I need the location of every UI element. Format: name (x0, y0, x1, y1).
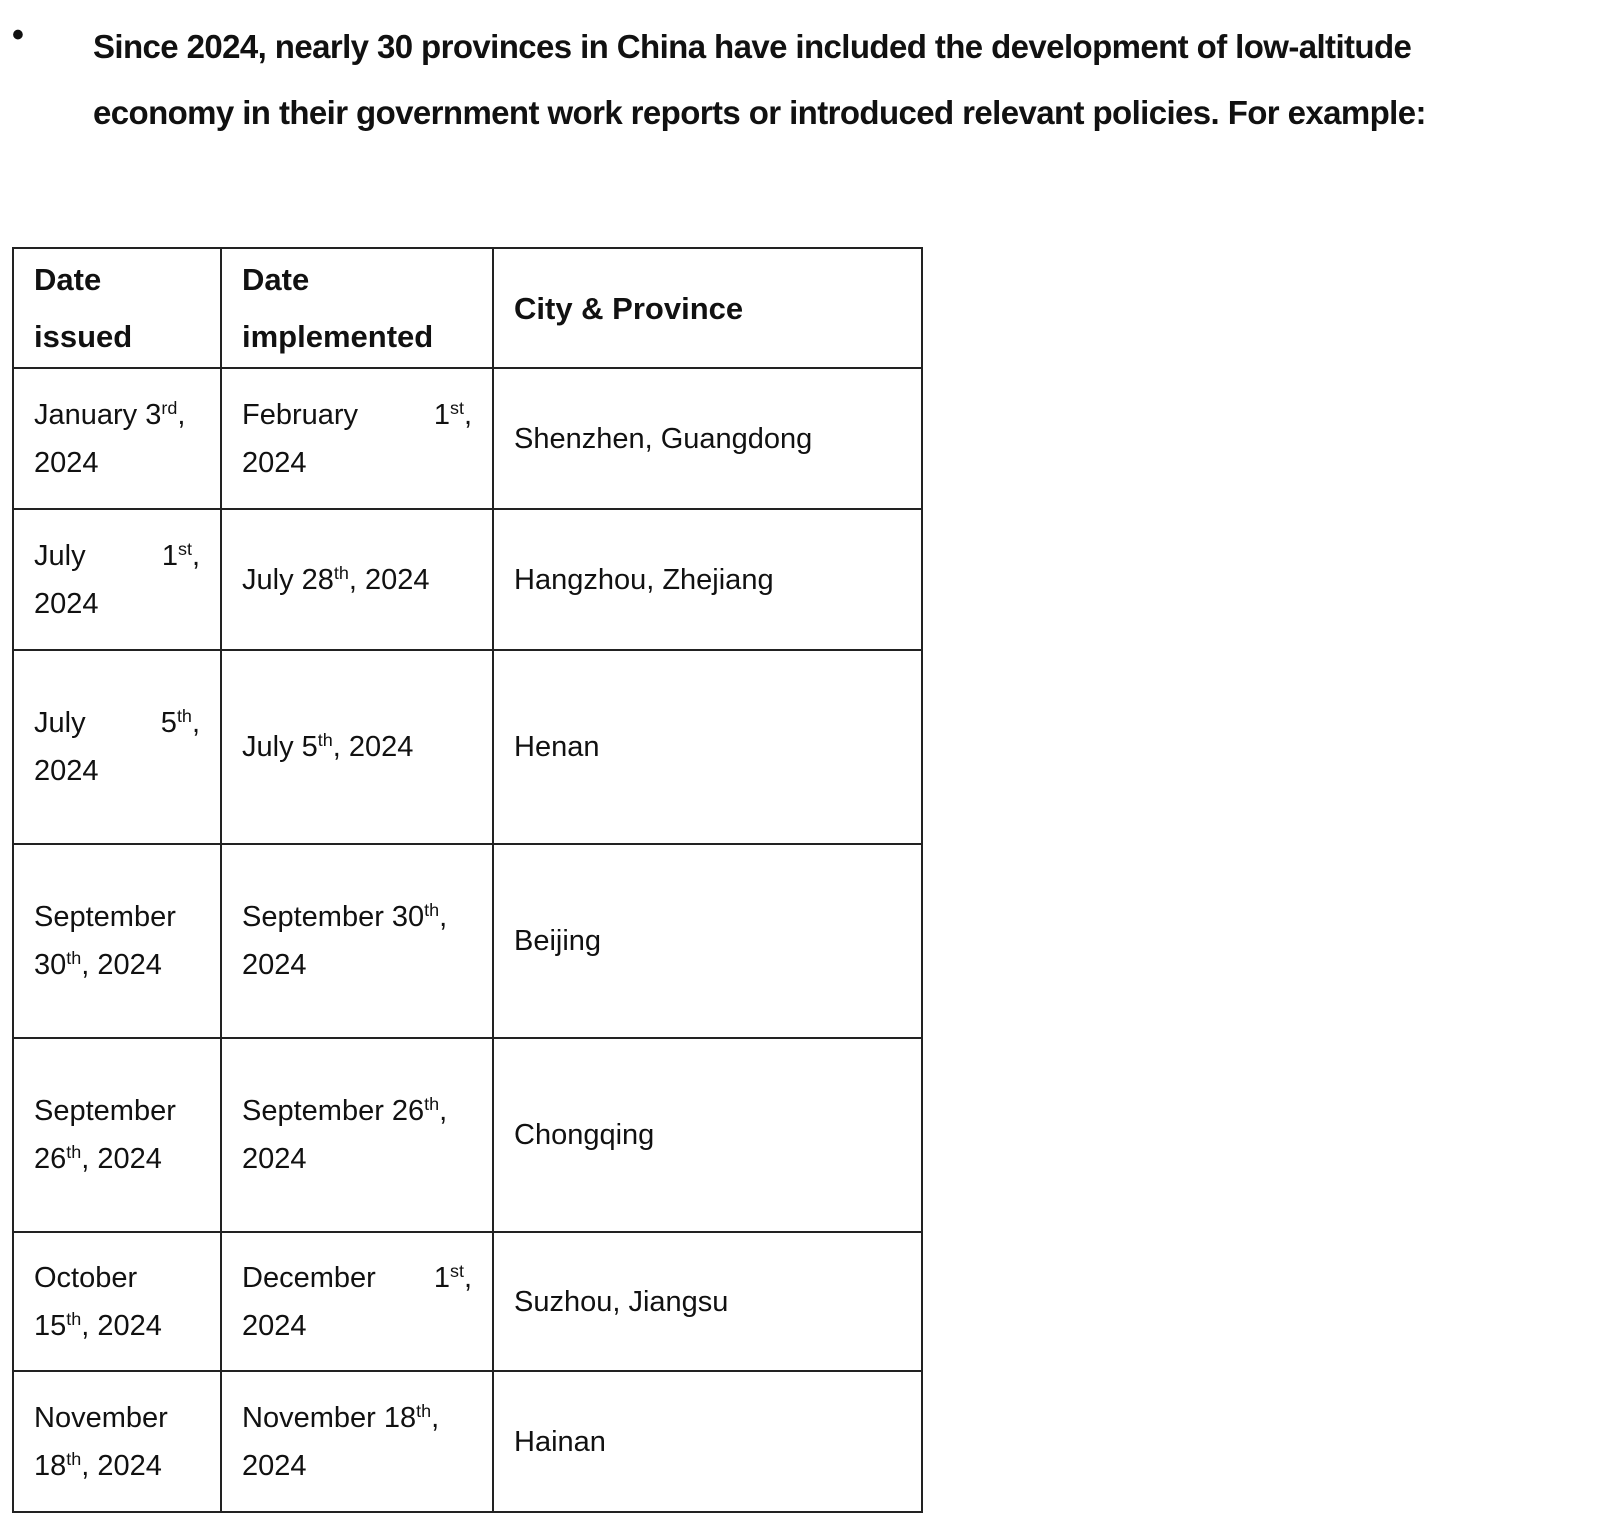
date-punct: , (191, 707, 200, 739)
cell-date-implemented (221, 1232, 493, 1371)
date-punct: , 2024 (332, 731, 414, 763)
intro-line-1: Since 2024, nearly 30 provinces in China have included the development of low-altitude (93, 28, 1412, 65)
date-line-1: November (34, 1401, 168, 1434)
cell-date-issued (13, 1371, 221, 1512)
month-text: July (34, 707, 86, 739)
date-line-2 (34, 1442, 200, 1490)
table-row (13, 650, 922, 844)
date-line-1: September (34, 901, 176, 933)
date-text: September 26 (242, 1095, 425, 1127)
ordinal-suffix: rd (161, 397, 178, 418)
month-text: December (242, 1261, 376, 1294)
date-line-2 (34, 941, 200, 989)
date-year: 2024 (242, 1449, 307, 1482)
cell-date-implemented (221, 650, 493, 844)
ordinal-suffix: th (176, 706, 192, 727)
table-row (13, 1232, 922, 1371)
day-group (161, 699, 200, 747)
table-row (13, 368, 922, 509)
ordinal-suffix: th (333, 562, 349, 583)
header-date-issued (13, 248, 221, 368)
day-number: 30 (34, 949, 67, 981)
date-line-1 (242, 723, 472, 771)
date-text: July 28 (242, 563, 334, 596)
day-group (162, 532, 200, 580)
cell-date-issued (13, 509, 221, 650)
date-year-tail: , 2024 (81, 1143, 162, 1175)
date-text: September 30 (242, 901, 425, 933)
date-line-1 (242, 1254, 472, 1302)
cell-date-issued (13, 1038, 221, 1232)
date-text: July 5 (242, 731, 318, 763)
ordinal-suffix: st (449, 397, 464, 418)
date-line-2 (34, 1302, 200, 1350)
date-line-1 (242, 391, 472, 439)
cell-date-issued (13, 650, 221, 844)
month-text: July (34, 539, 86, 572)
date-year: 2024 (34, 446, 99, 479)
day-number: 1 (433, 1261, 450, 1294)
table-row (13, 844, 922, 1038)
table-header-row (13, 248, 922, 368)
cell-city-province: Hainan (493, 1371, 922, 1512)
date-line-1 (242, 556, 472, 604)
day-number: 15 (34, 1309, 67, 1342)
cell-city-province: Shenzhen, Guangdong (493, 368, 922, 509)
date-year: 2024 (242, 446, 307, 479)
cell-city-province: Henan (493, 650, 922, 844)
date-year: 2024 (34, 755, 99, 787)
date-punct: , (439, 1095, 448, 1127)
cell-city-province: Beijing (493, 844, 922, 1038)
month-text: January (34, 398, 138, 431)
ordinal-suffix: th (66, 948, 82, 969)
date-punct: , 2024 (348, 563, 430, 596)
date-line-2 (34, 1135, 200, 1183)
header-date-issued-line-2: issued (34, 319, 133, 354)
header-date-implemented-line-1: Date (242, 262, 310, 297)
date-punct: , (463, 1261, 472, 1294)
cell-date-issued (13, 1232, 221, 1371)
cell-date-implemented (221, 509, 493, 650)
date-punct: , (463, 398, 472, 431)
cell-city-province: Hangzhou, Zhejiang (493, 509, 922, 650)
cell-date-implemented (221, 1371, 493, 1512)
date-year: 2024 (242, 1143, 307, 1175)
day-number: 1 (433, 398, 450, 431)
cell-date-implemented (221, 844, 493, 1038)
ordinal-suffix: th (416, 1400, 432, 1421)
date-text: November 18 (242, 1401, 417, 1434)
date-year: 2024 (242, 1309, 307, 1342)
date-punct: , (431, 1401, 440, 1434)
cell-date-issued (13, 368, 221, 509)
table-row (13, 1038, 922, 1232)
cell-date-implemented (221, 368, 493, 509)
ordinal-suffix: st (449, 1260, 464, 1281)
policy-table (12, 247, 923, 1513)
month-text: February (242, 398, 359, 431)
ordinal-suffix: th (317, 730, 333, 751)
day-group (434, 391, 472, 439)
header-city-province: City & Province (493, 248, 922, 368)
header-date-implemented-line-2: implemented (242, 319, 434, 354)
date-year-tail: , 2024 (81, 949, 162, 981)
date-line-1 (242, 893, 472, 941)
header-date-issued-line-1: Date (34, 262, 102, 297)
date-line-1 (34, 391, 200, 439)
date-line-1 (34, 532, 200, 580)
day-number: 1 (161, 539, 178, 572)
date-line-1: October (34, 1261, 138, 1294)
date-year-tail: , 2024 (81, 1449, 162, 1482)
day-number: 3 (145, 398, 162, 431)
day-number: 26 (34, 1143, 67, 1175)
cell-date-issued (13, 844, 221, 1038)
ordinal-suffix: th (66, 1308, 82, 1329)
date-line-1 (34, 699, 200, 747)
date-punct: , (439, 901, 448, 933)
date-year: 2024 (242, 949, 307, 981)
date-line-1 (242, 1087, 472, 1135)
day-group (434, 1254, 472, 1302)
cell-city-province: Chongqing (493, 1038, 922, 1232)
date-punct: , (191, 539, 200, 572)
table-row (13, 1371, 922, 1512)
bullet-point: • (12, 16, 24, 54)
intro-paragraph (93, 14, 1593, 146)
ordinal-suffix: th (424, 900, 440, 921)
ordinal-suffix: th (424, 1094, 440, 1115)
date-year-tail: , 2024 (81, 1309, 162, 1342)
date-year: 2024 (34, 587, 99, 620)
date-punct: , (177, 398, 186, 431)
date-line-1: September (34, 1095, 176, 1127)
day-number: 5 (160, 707, 177, 739)
ordinal-suffix: th (66, 1142, 82, 1163)
ordinal-suffix: st (177, 538, 192, 559)
table-row (13, 509, 922, 650)
intro-line-2: economy in their government work reports or introduced relevant policies. For example: (93, 94, 1426, 131)
date-line-1 (242, 1394, 472, 1442)
ordinal-suffix: th (66, 1448, 82, 1469)
day-number: 18 (34, 1449, 67, 1482)
cell-date-implemented (221, 1038, 493, 1232)
header-date-implemented (221, 248, 493, 368)
cell-city-province: Suzhou, Jiangsu (493, 1232, 922, 1371)
